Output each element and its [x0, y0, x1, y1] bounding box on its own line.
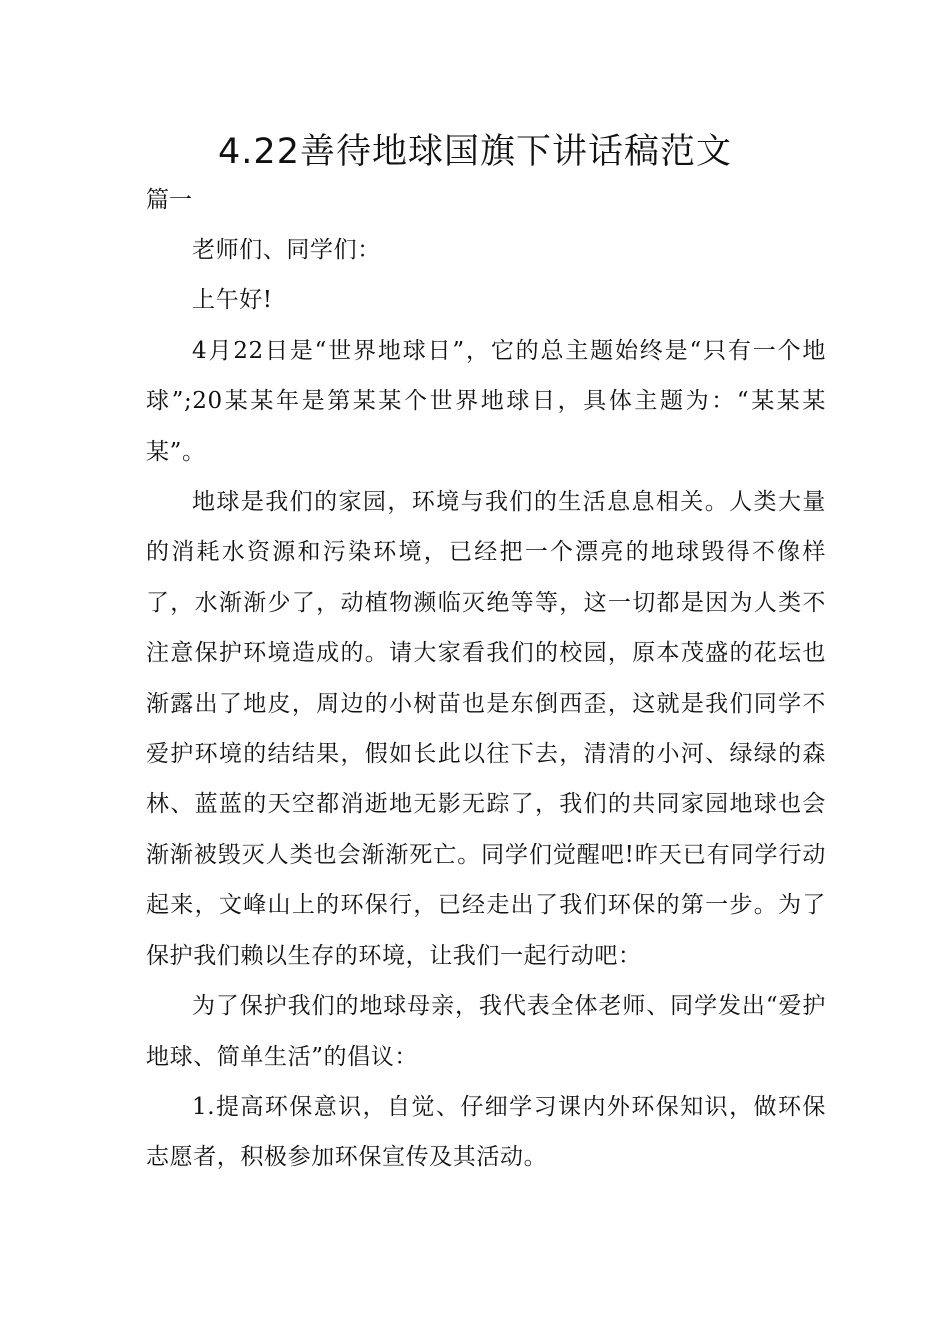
paragraph-item-1: 1.提高环保意识，自觉、仔细学习课内外环保知识，做环保志愿者，积极参加环保宣传及其活动。 — [146, 1093, 826, 1171]
paragraph-environment: 地球是我们的家园，环境与我们的生活息息相关。人类大量的消耗水资源和污染环境，已经把一个漂亮的地球毁得不像样了，水渐渐少了，动植物濒临灭绝等等，这一切都是因为人类不注意保护环境造成的。请大家看我们的校园，原本茂盛的花坛也渐露出了地皮，周边的小树苗也是东倒西歪，这就是我们同学不爱护环境的结结果，假如长此以往下去，清清的小河、绿绿的森林、蓝蓝的天空都消逝地无影无踪了，我们的共同家园地球也会渐渐被毁灭人类也会渐渐死亡。同学们觉醒吧!昨天已有同学行动起来，文峰山上的环保行，已经走出了我们环保的第一步。为了保护我们赖以生存的环境，让我们一起行动吧： — [146, 489, 826, 969]
paragraph-salutation: 上午好! — [192, 287, 273, 314]
document-title: 4.22善待地球国旗下讲话稿范文 — [218, 132, 732, 172]
document-body — [146, 225, 826, 1183]
paragraph-earth-day: 4月22日是“世界地球日”，它的总主题始终是“只有一个地球”;20某某年是第某某个世界地球日，具体主题为：“某某某某”。 — [146, 337, 826, 465]
paragraph-proposal: 为了保护我们的地球母亲，我代表全体老师、同学发出“爱护地球、简单生活”的倡议： — [146, 993, 826, 1070]
paragraph-greeting: 老师们、同学们： — [192, 237, 381, 263]
section-label: 篇一 — [146, 187, 192, 213]
